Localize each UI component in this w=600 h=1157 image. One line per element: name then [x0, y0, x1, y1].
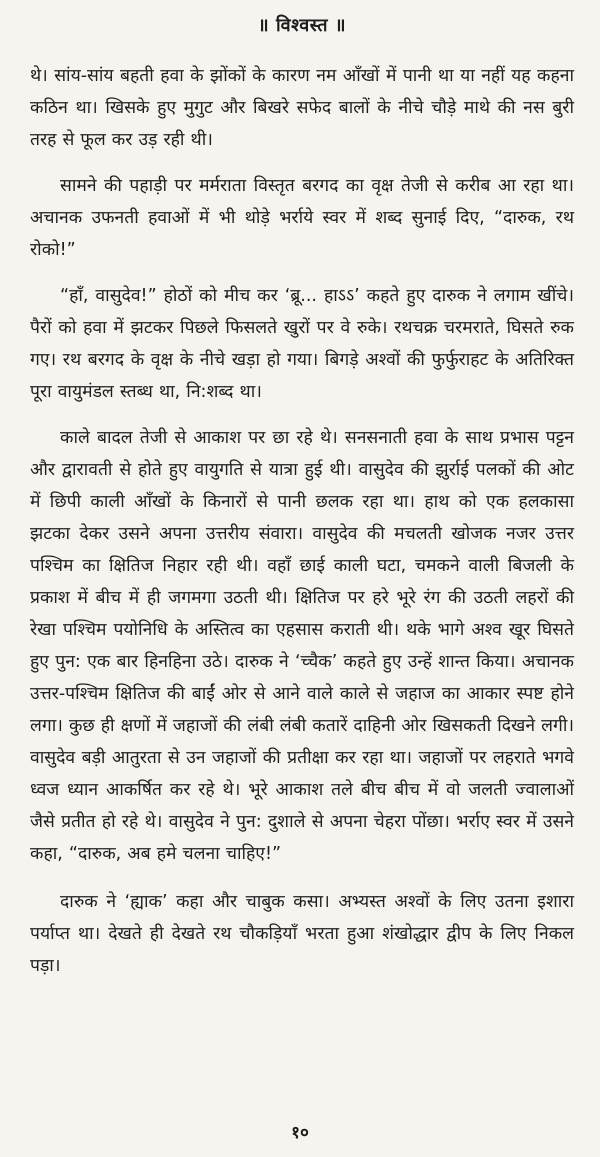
paragraph-1: थे। सांय-सांय बहती हवा के झोंकों के कारण नम आँखों में पानी था या नहीं यह कहना कठिन था। खिसके हुए मुगुट और बिखरे सफेद बालों के नीचे चौड़े माथे की नस बुरी तरह से फूल कर उड़ रही थी।	[30, 66, 574, 150]
paragraph-2: सामने की पहाड़ी पर मर्मराता विस्तृत बरगद का वृक्ष तेजी से करीब आ रहा था। अचानक उफनती हवाओं में भी थोड़े भर्राये स्वर में शब्द सुनाई दिए, “दारुक, रथ रोको!”	[30, 176, 574, 260]
paragraph-3: “हाँ, वासुदेव!” होठों को मीच कर ‘ब्रू... हाऽऽ’ कहते हुए दारुक ने लगाम खींचे। पैरों को हवा में झटकर पिछले फिसलते खुरों पर वे रुके। रथचक्र चरमराते, घिसते रुक गए। रथ बरगद के वृक्ष के नीचे खड़ा हो गया। बिगड़े अश्वों की फुर्फुराहट के अतिरिक्त पूरा वायुमंडल स्तब्ध था, नि:शब्द था।	[30, 286, 574, 402]
paragraph-4: काले बादल तेजी से आकाश पर छा रहे थे। सनसनाती हवा के साथ प्रभास पट्टन और द्वारावती से होते हुए वायुगति से यात्रा हुई थी। वासुदेव की झुर्राई पलकों की ओट में छिपी काली आँखों के किनारों से पानी छलक रहा था। हाथ को एक हलकासा झटका देकर उसने अपना उत्तरीय संवारा। वासुदेव की मचलती खोजक नजर उत्तर पश्चिम का क्षितिज निहार रही थी। वहाँ छाई काली घटा, चमकने वाली बिजली के प्रकाश में बीच में ही जगमगा उठती थी। क्षितिज पर हरे भूरे रंग की उठती लहरों की रेखा पश्चिम पयोनिधि के अस्तित्व का एहसास कराती थी। थके भागे अश्व खूर घिसते हुए पुन: एक बार हिनहिना उठे। दारुक ने ‘च्चैक’ कहते हुए उन्हें शान्त किया। अचानक उत्तर-पश्चिम क्षितिज की बाईं ओर से आने वाले काले से जहाज का आकार स्पष्ट होने लगा। कुछ ही क्षणों में जहाजों की लंबी लंबी कतारें दाहिनी ओर खिसकती दिखने लगी। वासुदेव बड़ी आतुरता से उन जहाजों की प्रतीक्षा कर रहा था। जहाजों पर लहराते भगवे ध्वज ध्यान आकर्षित कर रहे थे। भूरे आकाश तले बीच बीच में वो जलती ज्वालाओं जैसे प्रतीत हो रहे थे। वासुदेव ने पुन: दुशाले से अपना चेहरा पोंछा। भर्राए स्वर में उसने कहा, “दारुक, अब हमे चलना चाहिए!”	[30, 428, 574, 864]
page-number: १०	[291, 1123, 309, 1143]
running-head: ॥ विश्वस्त ॥	[257, 15, 347, 36]
paragraph-5: दारुक ने ‘ह्याक’ कहा और चाबुक कसा। अभ्यस्त अश्वों के लिए उतना इशारा पर्याप्त था। देखते ही देखते रथ चौकड़ियाँ भरता हुआ शंखोद्धार द्वीप के लिए निकल पड़ा।	[30, 892, 574, 976]
